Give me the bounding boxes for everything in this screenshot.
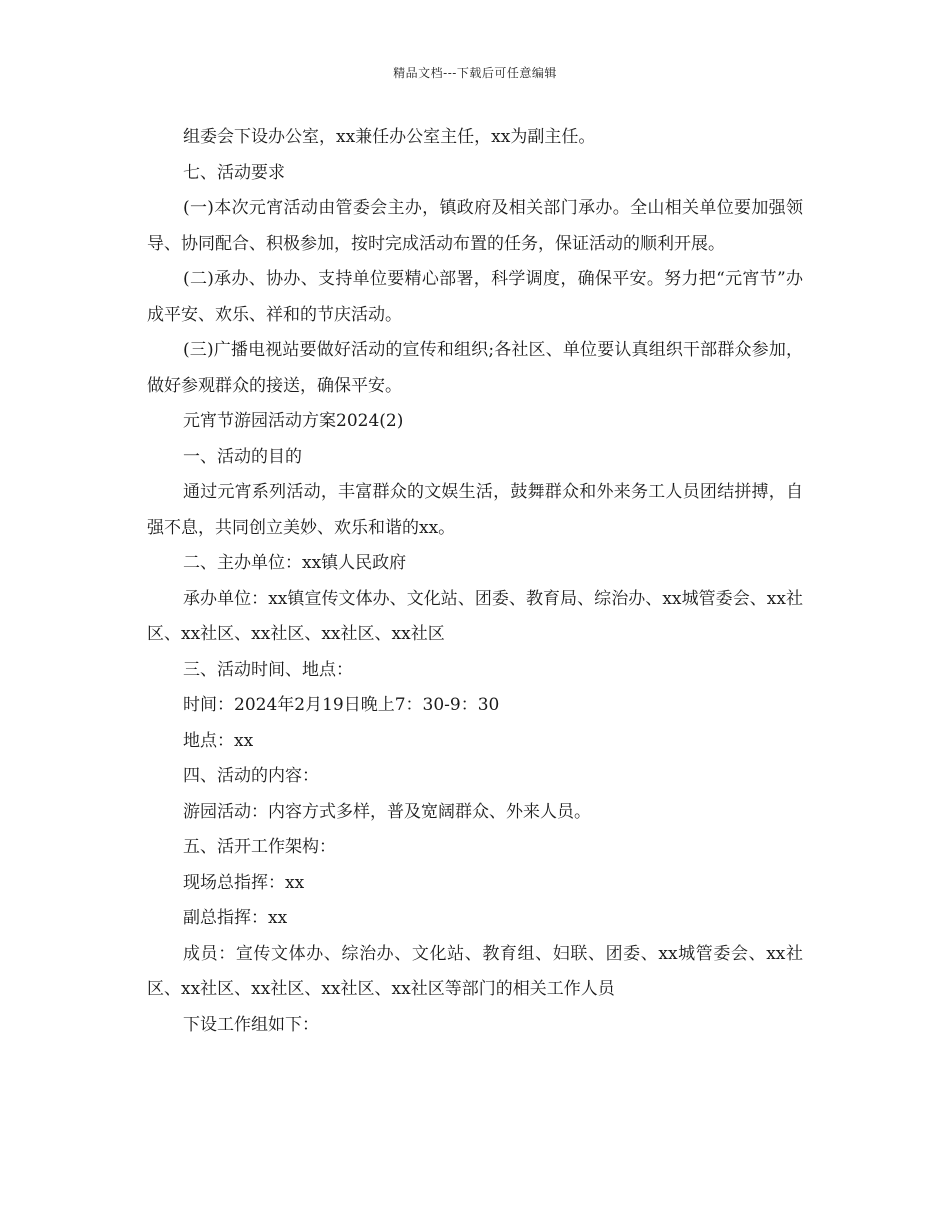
paragraph-requirement-1: (一)本次元宵活动由管委会主办，镇政府及相关部门承办。全山相关单位要加强领导、协同配合、积极参加，按时完成活动布置的任务，保证活动的顺利开展。 <box>147 198 803 254</box>
paragraph-working-groups: 下设工作组如下： <box>183 1014 319 1035</box>
paragraph-co-organizers: 承办单位：xx镇宣传文体办、文化站、团委、教育局、综治办、xx城管委会、xx社区、xx社区、xx社区、xx社区、xx社区 <box>147 588 803 644</box>
heading-organizer: 二、主办单位：xx镇人民政府 <box>183 553 407 573</box>
paragraph-garden-activity: 游园活动：内容方式多样，普及宽阔群众、外来人员。 <box>183 801 591 822</box>
paragraph-chief-commander: 现场总指挥：xx <box>183 872 305 893</box>
document-body <box>147 120 803 1043</box>
paragraph-place: 地点：xx <box>183 730 254 751</box>
section-title-plan-2: 元宵节游园活动方案2024(2) <box>183 411 404 431</box>
paragraph-requirement-3: (三)广播电视站要做好活动的宣传和组织;各社区、单位要认真组织干部群众参加，做好参观群众的接送，确保平安。 <box>147 340 803 396</box>
paragraph-office: 组委会下设办公室，xx兼任办公室主任，xx为副主任。 <box>183 127 596 147</box>
heading-structure: 五、活开工作架构： <box>183 837 336 857</box>
page-header: 精品文档---下载后可任意编辑 <box>393 66 557 80</box>
paragraph-deputy-commander: 副总指挥：xx <box>183 908 288 928</box>
paragraph-time: 时间：2024年2月19日晚上7：30-9：30 <box>183 695 500 715</box>
paragraph-purpose: 通过元宵系列活动，丰富群众的文娱生活，鼓舞群众和外来务工人员团结拼搏，自强不息，共同创立美妙、欢乐和谐的xx。 <box>147 482 803 538</box>
paragraph-members: 成员：宣传文体办、综治办、文化站、教育组、妇联、团委、xx城管委会、xx社区、xx社区、xx社区、xx社区、xx社区等部门的相关工作人员 <box>147 943 803 999</box>
heading-requirements: 七、活动要求 <box>183 162 285 183</box>
heading-content: 四、活动的内容： <box>183 766 319 786</box>
heading-time-place: 三、活动时间、地点： <box>183 659 353 680</box>
heading-purpose: 一、活动的目的 <box>183 446 302 467</box>
paragraph-requirement-2: (二)承办、协办、支持单位要精心部署，科学调度，确保平安。努力把“元宵节”办成平安、欢乐、祥和的节庆活动。 <box>147 269 803 325</box>
